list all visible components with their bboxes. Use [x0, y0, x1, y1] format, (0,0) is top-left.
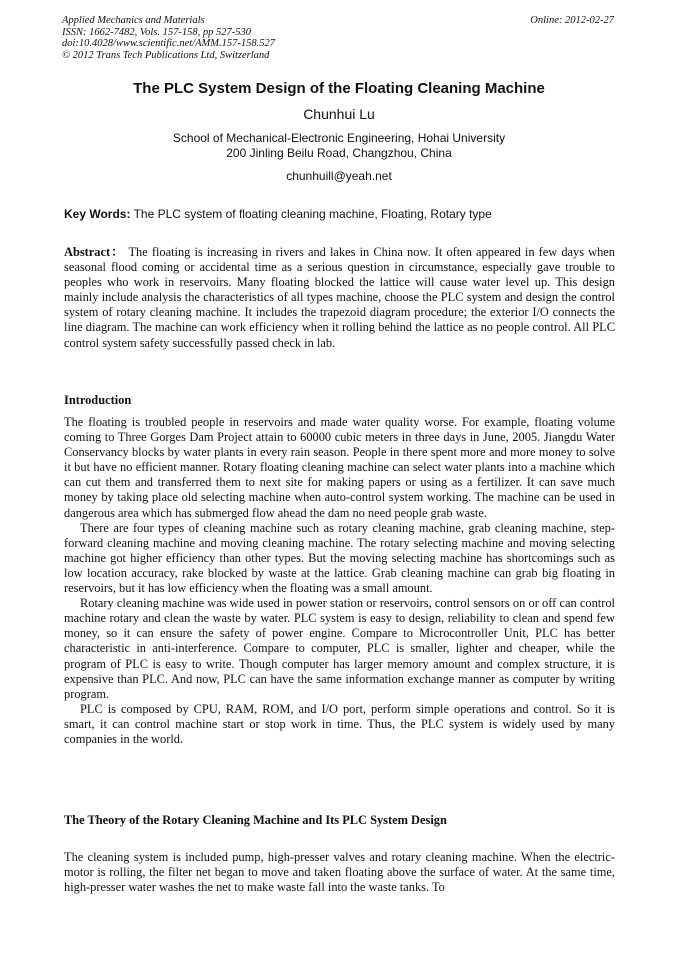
journal-doi: doi:10.4028/www.scientific.net/AMM.157-158.527	[62, 38, 275, 49]
affiliation	[0, 131, 678, 161]
online-date: Online: 2012-02-27	[530, 15, 614, 26]
abstract-text: The floating is increasing in rivers and lakes in China now. It often appeared in few days when seasonal flood coming or accidental time as a serious question in circumstance, especially gave trouble to peoples who work in reservoirs. Many floating blocked the lattice will cause water level up. This design mainly include analysis the characteristics of all types machine, choose the PLC system and design the control system of rotary cleaning machine. It includes the trapezoid diagram procedure; the exterior I/O connects the line diagram. The machine can work efficiency when it rolling behind the lattice as no people control. All PLC control system safety successfully passed check in lab.	[64, 245, 615, 350]
abstract	[64, 245, 615, 351]
intro-paragraph-2: There are four types of cleaning machine such as rotary cleaning machine, grab cleaning machine, step-forward cleaning machine and moving cleaning machine. The rotary selecting machine and moving selecting machine got higher efficiency than other types. But the moving selecting machine has shortcomings such as low location accuracy, rake blocked by waste at the lattice. Grab cleaning machine can grab big floating in reservoirs, but it has low efficiency when the floating was a small amount.	[64, 520, 615, 596]
abstract-label: Abstract：	[64, 245, 125, 259]
keywords-label: Key Words:	[64, 207, 131, 221]
author-name: Chunhui Lu	[303, 106, 375, 122]
journal-header	[62, 15, 275, 61]
section-heading-theory: The Theory of the Rotary Cleaning Machine and Its PLC System Design	[64, 813, 447, 827]
intro-paragraph-1: The floating is troubled people in reservoirs and made water quality worse. For example, floating volume coming to Three Gorges Dam Project attain to 60000 cubic meters in three days in June, 2005. Jiangdu Water Conservancy blocks by water plants in every rain season. People in there spent more and more money to solve it but have no efficient manner. Rotary floating cleaning machine can select water plants into a machine which can cut them and transferred them to next site for making papers or using as a fertilizer. It can save much money by taking place old selecting machine when auto-control system working. The machine can be used in dangerous area which has submerged flow ahead the dam no need people grab waste.	[64, 415, 615, 520]
author-email: chunhuill@yeah.net	[286, 169, 392, 183]
intro-paragraph-3: Rotary cleaning machine was wide used in power station or reservoirs, control sensors on or off can control machine rotary and clean the waste by water. PLC system is easy to design, reliability to clean and spend few money, so it can ensure the safety of power engine. Compare to Microcontroller Unit, PLC has better characteristic in anti-interference. Compare to computer, PLC is smaller, lighter and cheaper, while the program of PLC is easy to write. Though computer has larger memory amount and complex structure, it is expensive than PLC. And now, PLC can have the same information exchange manner as computer by writing program.	[64, 596, 615, 701]
theory-paragraph-1: The cleaning system is included pump, high-presser valves and rotary cleaning machine. When the electric-motor is rolling, the filter net began to move and taken floating above the surface of water. At the same time, high-presser water washes the net to make waste fall into the waste tanks. To	[64, 850, 615, 895]
affiliation-line-2: 200 Jinling Beilu Road, Changzhou, China	[226, 146, 452, 160]
journal-name: Applied Mechanics and Materials	[62, 15, 205, 26]
journal-issn: ISSN: 1662-7482, Vols. 157-158, pp 527-530	[62, 26, 251, 38]
theory-section	[64, 850, 615, 895]
keywords	[64, 207, 624, 221]
intro-paragraph-4: PLC is composed by CPU, RAM, ROM, and I/O port, perform simple operations and control. So it is smart, it can control machine start or stop work in time. Thus, the PLC system is widely used by many companies in the world.	[64, 701, 615, 746]
section-heading-introduction: Introduction	[64, 393, 132, 407]
keywords-text: The PLC system of floating cleaning machine, Floating, Rotary type	[130, 207, 492, 221]
paper-title: The PLC System Design of the Floating Cleaning Machine	[133, 80, 545, 97]
journal-copyright: © 2012 Trans Tech Publications Ltd, Switzerland	[62, 49, 270, 61]
affiliation-line-1: School of Mechanical-Electronic Engineering, Hohai University	[172, 131, 506, 145]
introduction-section	[64, 415, 615, 747]
